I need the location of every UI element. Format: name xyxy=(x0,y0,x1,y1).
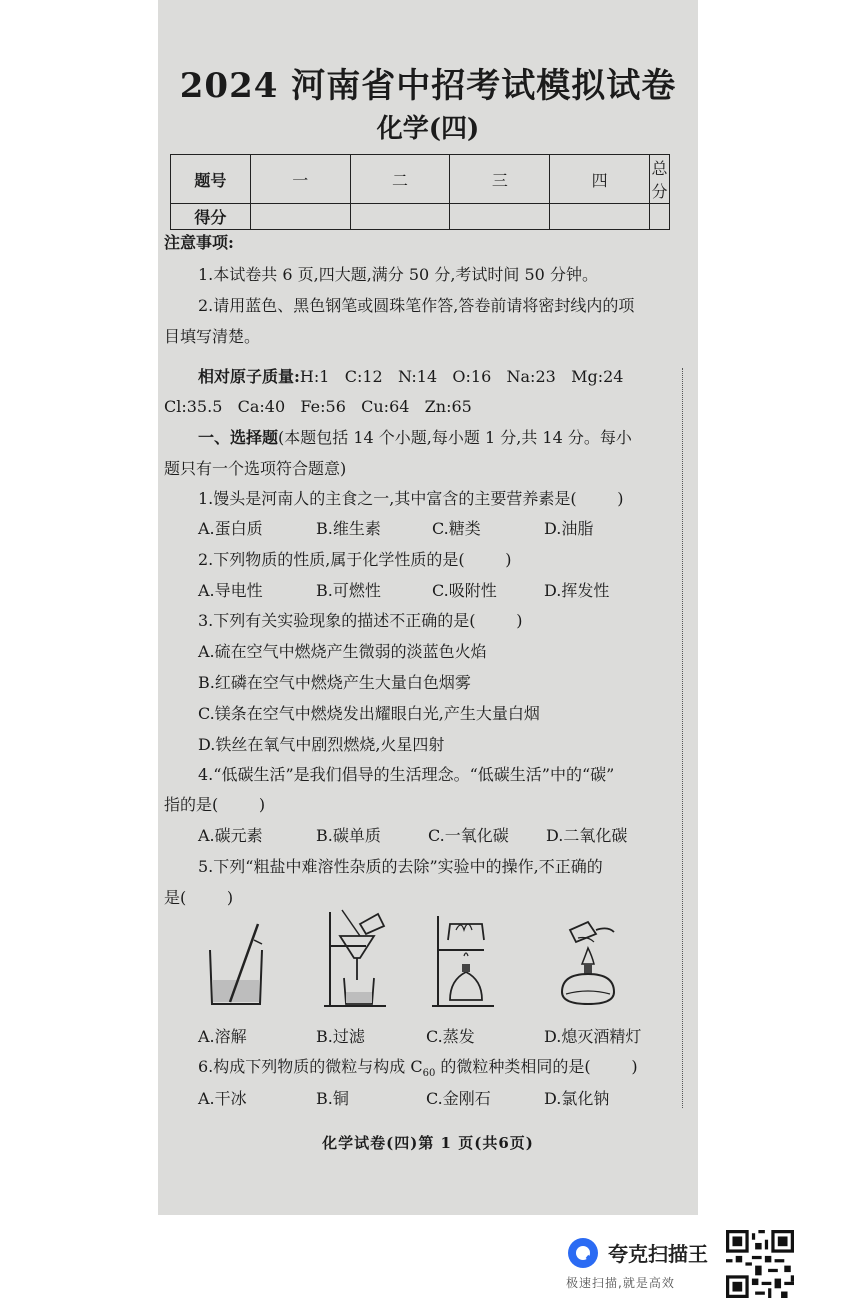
atomic-mass-line-2: Cl:35.5 Ca:40 Fe:56 Cu:64 Zn:65 xyxy=(164,397,472,416)
score-cell: 题号 xyxy=(171,155,251,204)
notes-item-2: 2.请用蓝色、黑色钢笔或圆珠笔作答,答卷前请将密封线内的项 xyxy=(198,296,635,315)
option-b: B.过滤 xyxy=(316,1027,365,1046)
option-c: C.吸附性 xyxy=(432,581,497,600)
score-cell xyxy=(250,204,350,230)
option-b: B.碳单质 xyxy=(316,826,381,845)
question-3-option-c: C.镁条在空气中燃烧发出耀眼白光,产生大量白烟 xyxy=(198,704,540,723)
section-1-desc: (本题包括 14 个小题,每小题 1 分,共 14 分。每小 xyxy=(278,428,632,447)
question-5-stem: 5.下列“粗盐中难溶性杂质的去除”实验中的操作,不正确的 xyxy=(198,857,603,876)
section-1-intro xyxy=(198,427,632,449)
question-6-subscript: 60 xyxy=(422,1068,436,1080)
option-a: A.蛋白质 xyxy=(198,519,263,538)
option-c: C.蒸发 xyxy=(426,1027,475,1046)
question-4-stem: 4.“低碳生活”是我们倡导的生活理念。“低碳生活”中的“碳” xyxy=(198,765,615,784)
score-cell xyxy=(350,204,450,230)
brand-slogan: 极速扫描,就是高效 xyxy=(566,1276,675,1290)
dissolving-beaker-figure xyxy=(202,920,272,1010)
option-c: C.金刚石 xyxy=(426,1089,491,1108)
score-cell xyxy=(450,204,550,230)
option-d: D.挥发性 xyxy=(544,581,610,600)
option-b: B.可燃性 xyxy=(316,581,381,600)
score-cell: 四 xyxy=(550,155,650,204)
option-c: C.糖类 xyxy=(432,519,481,538)
exam-title: 2024 河南省中招考试模拟试卷 xyxy=(179,66,677,106)
seal-line xyxy=(682,368,683,1108)
score-cell: 三 xyxy=(450,155,550,204)
exam-subtitle: 化学(四) xyxy=(376,114,480,144)
question-4-stem-cont: 指的是( ) xyxy=(164,795,266,814)
option-d: D.氯化钠 xyxy=(544,1089,610,1108)
notes-item-2-cont: 目填写清楚。 xyxy=(164,327,261,346)
notes-item-1: 1.本试卷共 6 页,四大题,满分 50 分,考试时间 50 分钟。 xyxy=(198,265,598,284)
option-d: D.熄灭酒精灯 xyxy=(544,1027,642,1046)
qr-code-icon xyxy=(726,1230,794,1298)
score-table xyxy=(170,154,670,230)
option-c: C.一氧化碳 xyxy=(428,826,509,845)
question-3-option-b: B.红磷在空气中燃烧产生大量白色烟雾 xyxy=(198,673,471,692)
page-footer: 化学试卷(四)第 1 页(共6页) xyxy=(322,1134,534,1152)
score-cell: 二 xyxy=(350,155,450,204)
atomic-mass-values: H:1 C:12 N:14 O:16 Na:23 Mg:24 xyxy=(299,367,624,386)
score-table-header-row xyxy=(171,155,670,204)
question-6-stem-post: 的微粒种类相同的是( ) xyxy=(435,1057,638,1076)
exam-paper xyxy=(158,0,698,1215)
extinguish-lamp-figure xyxy=(548,918,628,1010)
option-a: A.碳元素 xyxy=(198,826,263,845)
question-1-stem: 1.馒头是河南人的主食之一,其中富含的主要营养素是( ) xyxy=(198,489,624,508)
score-cell: 一 xyxy=(250,155,350,204)
section-1-desc-cont: 题只有一个选项符合题意) xyxy=(164,459,347,478)
option-d: D.二氧化碳 xyxy=(546,826,628,845)
option-d: D.油脂 xyxy=(544,519,594,538)
score-cell: 总分 xyxy=(650,155,670,204)
notes-heading: 注意事项: xyxy=(164,233,234,252)
atomic-mass-label: 相对原子质量: xyxy=(198,367,300,386)
score-cell xyxy=(550,204,650,230)
question-6-stem-pre: 6.构成下列物质的微粒与构成 C xyxy=(198,1057,423,1076)
option-a: A.溶解 xyxy=(198,1027,247,1046)
question-3-option-a: A.硫在空气中燃烧产生微弱的淡蓝色火焰 xyxy=(198,642,487,661)
scanner-brand xyxy=(566,1232,726,1292)
question-2-stem: 2.下列物质的性质,属于化学性质的是( ) xyxy=(198,550,512,569)
question-5-stem-cont: 是( ) xyxy=(164,888,234,907)
option-a: A.干冰 xyxy=(198,1089,247,1108)
score-table-score-row xyxy=(171,204,670,230)
atomic-mass-line-1 xyxy=(198,366,623,388)
score-cell: 得分 xyxy=(171,204,251,230)
option-a: A.导电性 xyxy=(198,581,263,600)
filtration-figure xyxy=(316,906,396,1010)
question-3-option-d: D.铁丝在氧气中剧烈燃烧,火星四射 xyxy=(198,735,445,754)
score-cell xyxy=(650,204,670,230)
question-6-stem xyxy=(198,1056,638,1085)
option-b: B.铜 xyxy=(316,1089,349,1108)
option-b: B.维生素 xyxy=(316,519,381,538)
section-1-heading: 一、选择题 xyxy=(198,428,279,447)
brand-name: 夸克扫描王 xyxy=(608,1242,708,1266)
question-3-stem: 3.下列有关实验现象的描述不正确的是( ) xyxy=(198,611,523,630)
evaporation-figure xyxy=(428,910,508,1010)
quark-logo-icon xyxy=(566,1236,600,1270)
